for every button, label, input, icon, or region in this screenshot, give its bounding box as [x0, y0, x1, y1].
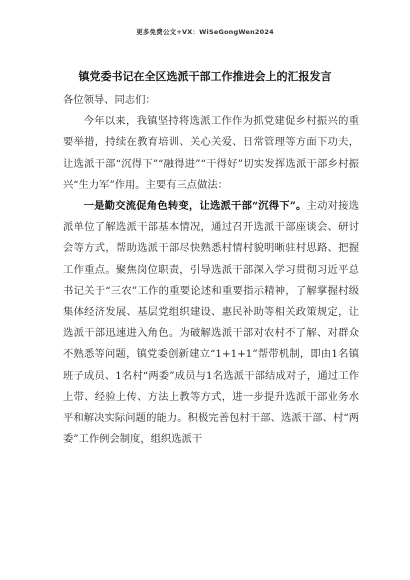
header-note: 更多免费公文+VX：WiSeGongWen2024 — [136, 28, 274, 36]
point-one-lead: 一是勤交流促角色转变，让选派干部“沉得下”。 — [83, 200, 307, 213]
salutation: 各位领导、同志们： — [63, 94, 156, 106]
point-one-paragraph — [63, 196, 359, 450]
document-body — [63, 90, 359, 450]
intro-paragraph: 今年以来，我镇坚持将选派工作作为抓党建促乡村振兴的重要举措，持续在教育培训、关心关爱、日常管理等方面下功夫，让选派干部“沉得下”“融得进”“干得好”切实发挥选派干部乡村振兴“生力军”作用。主要有三点做法： — [63, 115, 359, 191]
point-one-body: 主动对接选派单位了解选派干部基本情况，通过召开选派干部座谈会、研讨会等方式，帮助选派干部尽快熟悉村情村貌明晰驻村思路、把握工作重点。聚焦岗位职责，引导选派干部深入学习贯彻习近平总书记关于“三农”工作的重要论述和重要指示精神，了解掌握村级集体经济发展、基层党组织建设、惠民补助等相关政策规定，让选派干部迅速进入角色。为破解选派干部对农村不了解、对群众不熟悉等问题，镇党委创新建立“1+1+1”帮带机制，即由1名镇班子成员、1名村“两委”成员与1名选派干部结成对子，通过工作上带、经验上传、方法上教等方式，进一步提升选派干部业务水平和解决实际问题的能力。积极完善包村干部、选派干部、村“两委”工作例会制度，组织选派干 — [63, 200, 359, 446]
document-title: 镇党委书记在全区选派干部工作推进会上的汇报发言 — [78, 70, 332, 83]
